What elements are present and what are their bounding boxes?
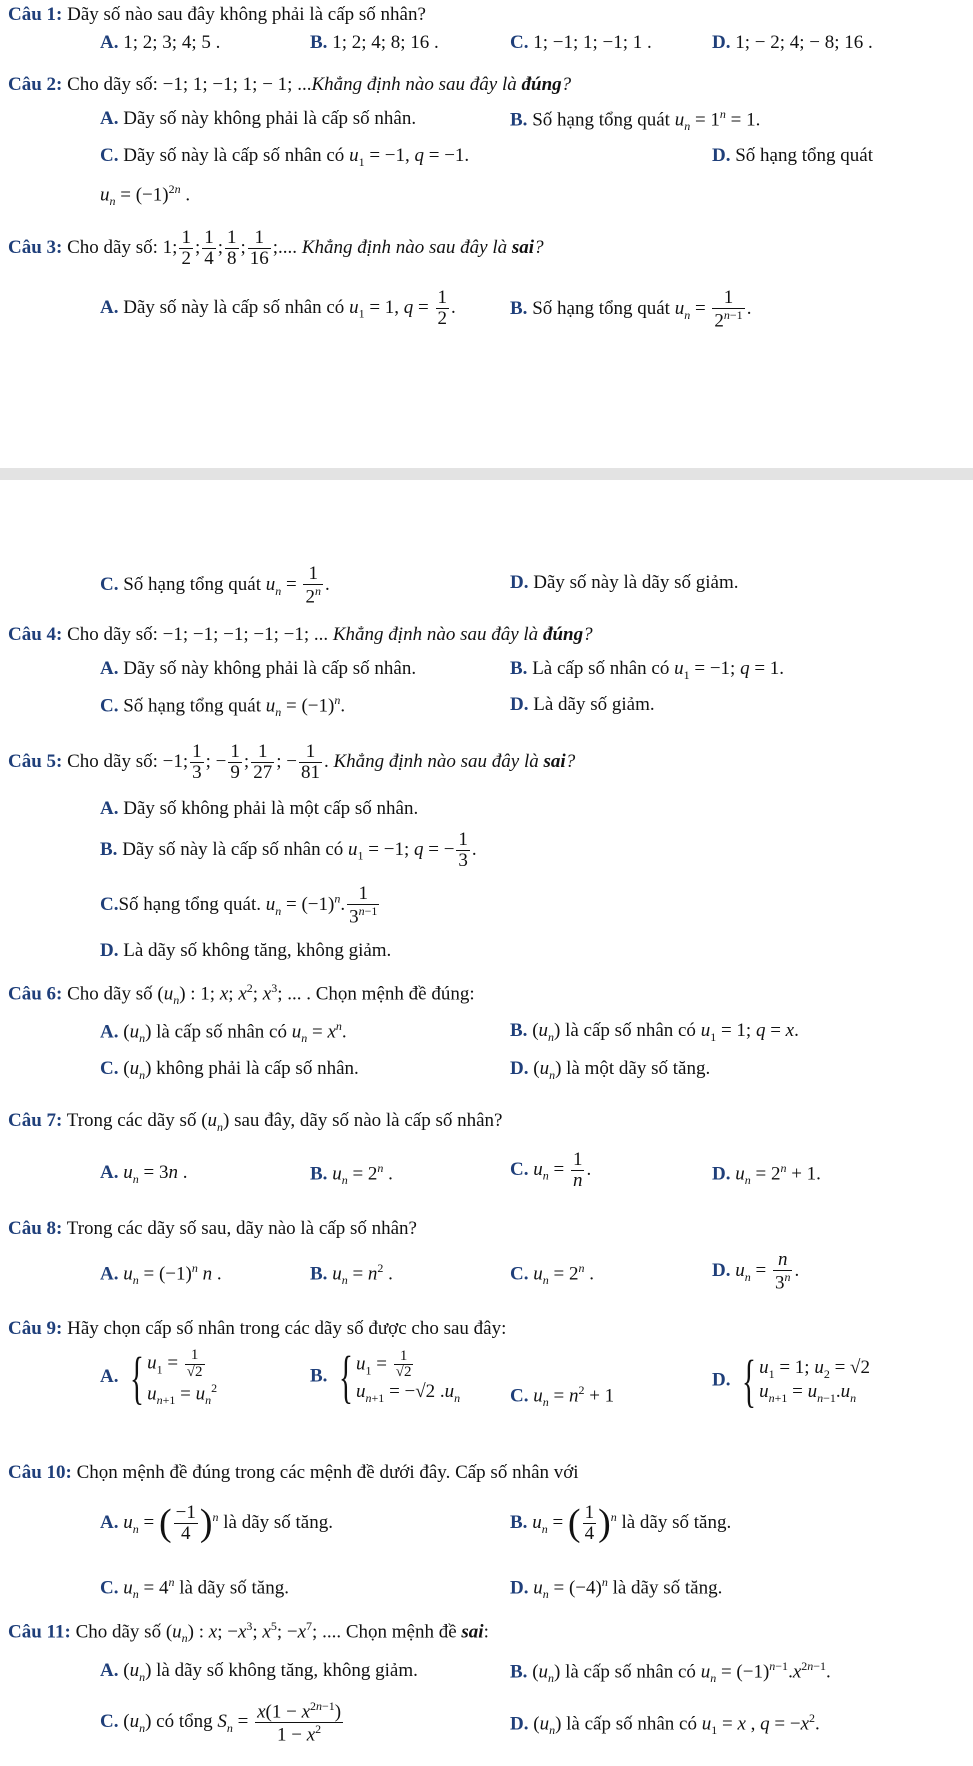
option-text: là dãy số tăng. [179, 1577, 289, 1599]
question-9 [8, 1318, 506, 1340]
question-text: Cho dãy số: [67, 236, 158, 258]
option-letter: B. [510, 109, 528, 131]
option-letter: B. [310, 32, 328, 53]
option-letter: C. [100, 893, 119, 915]
q9-option-c[interactable]: C. $u_n = n^2 + 1$ [510, 1383, 615, 1410]
question-keyword: đúng [542, 624, 584, 645]
q3-option-d[interactable] [510, 572, 739, 594]
option-letter: C. [100, 1711, 119, 1733]
option-text: là cấp số nhân có [565, 1020, 696, 1041]
option-letter: C. [100, 1577, 119, 1599]
q4-option-c[interactable]: C. Số hạng tổng quát $u_n = (-1)^n$. [100, 693, 346, 720]
q1-option-d[interactable] [712, 32, 873, 54]
question-8 [8, 1218, 417, 1240]
option-text: Dãy số này là cấp số nhân có [123, 296, 345, 318]
q9-option-b[interactable]: B. { $u_1$ = $\frac{1}{√2}$ $u_{n+1} = -√2$ $.u_n$ [310, 1344, 461, 1409]
question-claim: Khẳng định nào sau đây là [301, 236, 508, 258]
question-3: Câu 3: Cho dãy số: 1; $\frac{1}{2}$ ; $\frac{1}{4}$ ; $\frac{1}{8}$ ; $\frac{1}{16}$ ;.... Khẳng định nào sau đây là sai? [8, 227, 544, 269]
q7-option-a[interactable]: A. $u_n = 3n$ . [100, 1162, 188, 1186]
question-1 [8, 4, 426, 26]
question-tail: sau đây, dãy số nào là cấp số nhân? [234, 1110, 503, 1131]
option-text: là dãy số tăng. [612, 1577, 723, 1599]
question-tail: . Chọn mệnh đề [336, 1621, 457, 1643]
q5-option-a[interactable] [100, 798, 418, 820]
q3-option-c[interactable]: C. Số hạng tổng quát $u_n$ = $\frac{1}{2^n}$ . [100, 563, 330, 608]
option-text: Dãy số này không phải là cấp số nhân. [123, 108, 417, 129]
question-5: Câu 5: Cho dãy số: −1; $\frac{1}{3}$ ; − $\frac{1}{9}$ ; $\frac{1}{27}$ ; − $\frac{1}{81}$ . Khẳng định nào sau đây là sai? [8, 741, 576, 783]
q9-option-a[interactable]: A. { $u_1$ = $\frac{1}{√2}$ $u_{n+1} = u_n^2$ [100, 1344, 218, 1410]
q10-option-a[interactable]: A. $u_n$ = ( $\frac{-1}{4}$ )$^n$ là dãy số tăng. [100, 1502, 333, 1545]
q10-option-d[interactable]: D. $u_n = (-4)^n$ là dãy số tăng. [510, 1575, 723, 1602]
q11-option-d[interactable]: D. $(u_n)$ là cấp số nhân có $u_1 = x$ , $q = -x^2$. [510, 1711, 820, 1738]
q7-option-c[interactable]: C. $u_n$ = $\frac{1}{n}$ . [510, 1149, 592, 1191]
question-end: ? [534, 236, 544, 258]
question-10 [8, 1462, 579, 1484]
option-letter: B. [510, 658, 528, 679]
option-letter: C. [100, 695, 119, 717]
option-text: Số hạng tổng quát [532, 109, 670, 131]
question-7: Câu 7: Trong các dãy số $(u_n)$ sau đây, dãy số nào là cấp số nhân? [8, 1110, 503, 1134]
option-text: là một dãy số tăng. [566, 1058, 711, 1079]
question-4 [8, 624, 593, 646]
q7-option-d[interactable]: D. $u_n = 2^n + 1$. [712, 1161, 821, 1188]
option-letter: D. [712, 32, 731, 53]
q2-option-b[interactable]: B. Số hạng tổng quát $u_n = 1^n = 1$. [510, 107, 761, 134]
question-end: : [483, 1621, 489, 1643]
option-letter: A. [100, 1162, 119, 1183]
option-letter: C. [100, 1058, 119, 1079]
question-keyword: sai [461, 1621, 484, 1643]
question-text: Trong các dãy số [66, 1110, 197, 1131]
q1-option-a[interactable] [100, 32, 220, 54]
option-text: 1; 2; 3; 4; 5 . [123, 32, 221, 53]
question-keyword: sai [543, 750, 566, 772]
option-text: Là dãy số không tăng, không giảm. [123, 940, 392, 961]
option-text: là dãy số tăng. [621, 1512, 732, 1534]
question-claim: Khẳng định nào sau đây là [332, 624, 539, 645]
question-end: ? [561, 74, 572, 95]
question-label: Câu 5: [8, 750, 63, 772]
option-letter: B. [100, 838, 118, 860]
option-text: Là dãy số giảm. [533, 694, 655, 715]
option-letter: D. [100, 940, 119, 961]
question-text: Chọn mệnh đề đúng trong các mệnh đề dưới đây. Cấp số nhân với [76, 1462, 579, 1483]
question-label: Câu 2: [8, 74, 63, 95]
q5-option-c[interactable]: C.Số hạng tổng quát. $u_n = (-1)^n$. $\frac{1}{3^{n-1}}$ [100, 883, 378, 928]
option-letter: C. [510, 1263, 529, 1285]
option-text: là dãy số không tăng, không giảm. [156, 1660, 418, 1681]
option-letter: B. [510, 297, 528, 319]
question-keyword: sai [511, 236, 535, 258]
option-text: Dãy số này là dãy số giảm. [533, 572, 739, 593]
option-letter: A. [100, 32, 119, 53]
q11-option-c[interactable]: C. $(u_n)$ có tổng $S_n$ = $\frac{x(1 - x^{2n-1})}{1 - x^2}$ [100, 1699, 342, 1746]
option-letter: A. [100, 1021, 119, 1043]
option-text: là cấp số nhân có [565, 1661, 696, 1683]
option-letter: A. [100, 108, 119, 129]
q3-option-a[interactable]: A. Dãy số này là cấp số nhân có $u_1 = 1$, q = $\frac{1}{2}$ . [100, 287, 456, 329]
option-text: 1; 2; 4; 8; 16 . [332, 32, 439, 53]
question-label: Câu 4: [8, 624, 63, 645]
option-letter: A. [100, 1512, 119, 1534]
q5-option-b[interactable]: B. Dãy số này là cấp số nhân có $u_1 = -1$; q = − $\frac{1}{3}$ . [100, 829, 477, 871]
option-letter: D. [510, 1713, 529, 1735]
q1-option-c[interactable] [510, 32, 652, 54]
option-letter: C. [510, 1158, 529, 1180]
q11-option-a[interactable]: A. $(u_n)$ là dãy số không tăng, không giảm. [100, 1660, 418, 1684]
q6-option-c[interactable]: C. $(u_n)$ không phải là cấp số nhân. [100, 1058, 359, 1082]
option-text: Dãy số này là cấp số nhân có [122, 838, 344, 860]
question-label: Câu 11: [8, 1621, 71, 1643]
question-tail: . Chọn mệnh đề đúng: [306, 983, 475, 1005]
option-letter: D. [712, 1163, 731, 1185]
q4-option-b[interactable]: B. Là cấp số nhân có $u_1 = -1$; q = 1. [510, 658, 785, 682]
q4-option-a[interactable] [100, 658, 416, 680]
option-text: Số hạng tổng quát [123, 573, 261, 595]
question-label: Câu 6: [8, 983, 63, 1005]
option-letter: B. [310, 1365, 328, 1387]
option-letter: B. [310, 1263, 328, 1285]
option-letter: A. [100, 1263, 119, 1285]
option-letter: A. [100, 1365, 119, 1387]
option-letter: A. [100, 798, 119, 819]
q11-option-b[interactable]: B. $(u_n)$ là cấp số nhân có $u_n = (-1)^{n-1}.x^{2n-1}$. [510, 1659, 831, 1686]
q2-option-a[interactable] [100, 108, 416, 130]
question-text: Cho dãy số [75, 1621, 162, 1643]
option-letter: C. [100, 573, 119, 595]
q7-option-b[interactable]: B. $u_n = 2^n$ . [310, 1161, 393, 1188]
question-keyword: đúng [521, 74, 562, 95]
option-letter: C. [510, 1385, 529, 1407]
question-label: Câu 10: [8, 1462, 72, 1483]
option-letter: D. [510, 1577, 529, 1599]
q6-option-a[interactable]: A. $(u_n)$ là cấp số nhân có $u_n = x^n$. [100, 1019, 347, 1046]
q8-option-b[interactable]: B. $u_n = n^2$ . [310, 1261, 393, 1288]
q10-option-b[interactable]: B. $u_n$ = ( $\frac{1}{4}$ )$^n$ là dãy số tăng. [510, 1502, 732, 1545]
option-letter: B. [310, 1163, 328, 1185]
question-label: Câu 1: [8, 4, 63, 25]
option-text: không phải là cấp số nhân. [156, 1058, 359, 1079]
question-2 [8, 74, 571, 96]
question-text: Cho dãy số: −1; 1; −1; 1; − 1; ... [67, 74, 312, 95]
option-text: Số hạng tổng quát [123, 695, 261, 717]
option-text: là cấp số nhân có [566, 1713, 697, 1735]
question-label: Câu 3: [8, 236, 63, 258]
question-text: Cho dãy số [67, 983, 153, 1005]
option-text: Số hạng tổng quát [532, 297, 670, 319]
option-letter: B. [510, 1020, 528, 1041]
option-letter: D. [712, 1259, 731, 1281]
question-text: Cho dãy số: [67, 750, 158, 772]
option-letter: D. [712, 145, 731, 166]
option-letter: B. [510, 1661, 528, 1683]
option-text: Dãy số này là cấp số nhân có [123, 145, 345, 166]
option-text: Số hạng tổng quát [735, 145, 873, 166]
option-letter: A. [100, 658, 119, 679]
q9-option-d[interactable]: D. { $u_1 = 1$; $u_2 = √2$ $u_{n+1} = u_{n-1}.u_n$ [712, 1348, 870, 1413]
option-text: 1; − 2; 4; − 8; 16 . [735, 32, 873, 53]
option-letter: A. [100, 296, 119, 318]
q4-option-d[interactable] [510, 694, 655, 716]
q2-option-d[interactable] [712, 145, 873, 167]
question-end: ? [565, 750, 576, 772]
option-text: 1; −1; 1; −1; 1 . [533, 32, 652, 53]
q2-option-d-formula: $u_n = (-1)^{2n}$ . [100, 182, 191, 209]
question-11: Câu 11: Cho dãy số $(u_n)$ : x; $-x^3$; $x^5$; $-x^7$; .... Chọn mệnh đề sai: [8, 1619, 489, 1646]
q8-option-c[interactable]: C. $u_n = 2^n$ . [510, 1261, 594, 1288]
q6-option-d[interactable]: D. $(u_n)$ là một dãy số tăng. [510, 1058, 711, 1082]
question-label: Câu 7: [8, 1110, 63, 1131]
q8-option-a[interactable]: A. $u_n = (-1)^n$ n . [100, 1261, 222, 1288]
q2-option-c[interactable]: C. Dãy số này là cấp số nhân có $u_1 = -1$, q = −1. [100, 145, 470, 169]
question-text: Hãy chọn cấp số nhân trong các dãy số được cho sau đây: [67, 1318, 507, 1339]
option-letter: C. [100, 145, 119, 166]
option-text: là dãy số tăng. [223, 1512, 333, 1534]
question-label: Câu 8: [8, 1218, 63, 1239]
q10-option-c[interactable]: C. $u_n = 4^n$ là dãy số tăng. [100, 1575, 289, 1602]
question-end: ? [583, 624, 593, 645]
option-letter: D. [510, 1058, 529, 1079]
question-text: Trong các dãy số sau, dãy nào là cấp số nhân? [66, 1218, 417, 1239]
option-text: Là cấp số nhân có [532, 658, 670, 679]
option-letter: D. [510, 694, 529, 715]
q5-option-d[interactable] [100, 940, 391, 962]
question-text: Cho dãy số: −1; −1; −1; −1; −1; ... [67, 624, 329, 645]
q6-option-b[interactable]: B. $(u_n)$ là cấp số nhân có $u_1 = 1$; q = x. [510, 1020, 799, 1044]
question-text: Dãy số nào sau đây không phải là cấp số nhân? [67, 4, 426, 25]
option-letter: B. [510, 1512, 528, 1534]
option-text: có tổng [156, 1711, 213, 1733]
option-letter: C. [510, 32, 529, 53]
question-label: Câu 9: [8, 1318, 63, 1339]
question-6: Câu 6: Cho dãy số $(u_n)$ : 1; x; $x^2$; $x^3$; ... . Chọn mệnh đề đúng: [8, 981, 475, 1008]
question-claim: Khẳng định nào sau đây là [333, 750, 539, 772]
q1-option-b[interactable] [310, 32, 439, 54]
option-letter: D. [510, 572, 529, 593]
page-break-separator [0, 468, 973, 480]
q8-option-d[interactable]: D. $u_n$ = $\frac{n}{3^n}$ . [712, 1249, 800, 1294]
option-text: Dãy số không phải là một cấp số nhân. [123, 798, 419, 819]
option-letter: D. [712, 1369, 731, 1391]
q3-option-b[interactable]: B. Số hạng tổng quát $u_n$ = $\frac{1}{2^{n-1}}$ . [510, 287, 752, 332]
option-text: Số hạng tổng quát. [118, 893, 261, 915]
option-text: là cấp số nhân có [156, 1021, 287, 1043]
question-claim: Khẳng định nào sau đây là [311, 74, 517, 95]
option-letter: A. [100, 1660, 119, 1681]
option-text: Dãy số này không phải là cấp số nhân. [123, 658, 417, 679]
